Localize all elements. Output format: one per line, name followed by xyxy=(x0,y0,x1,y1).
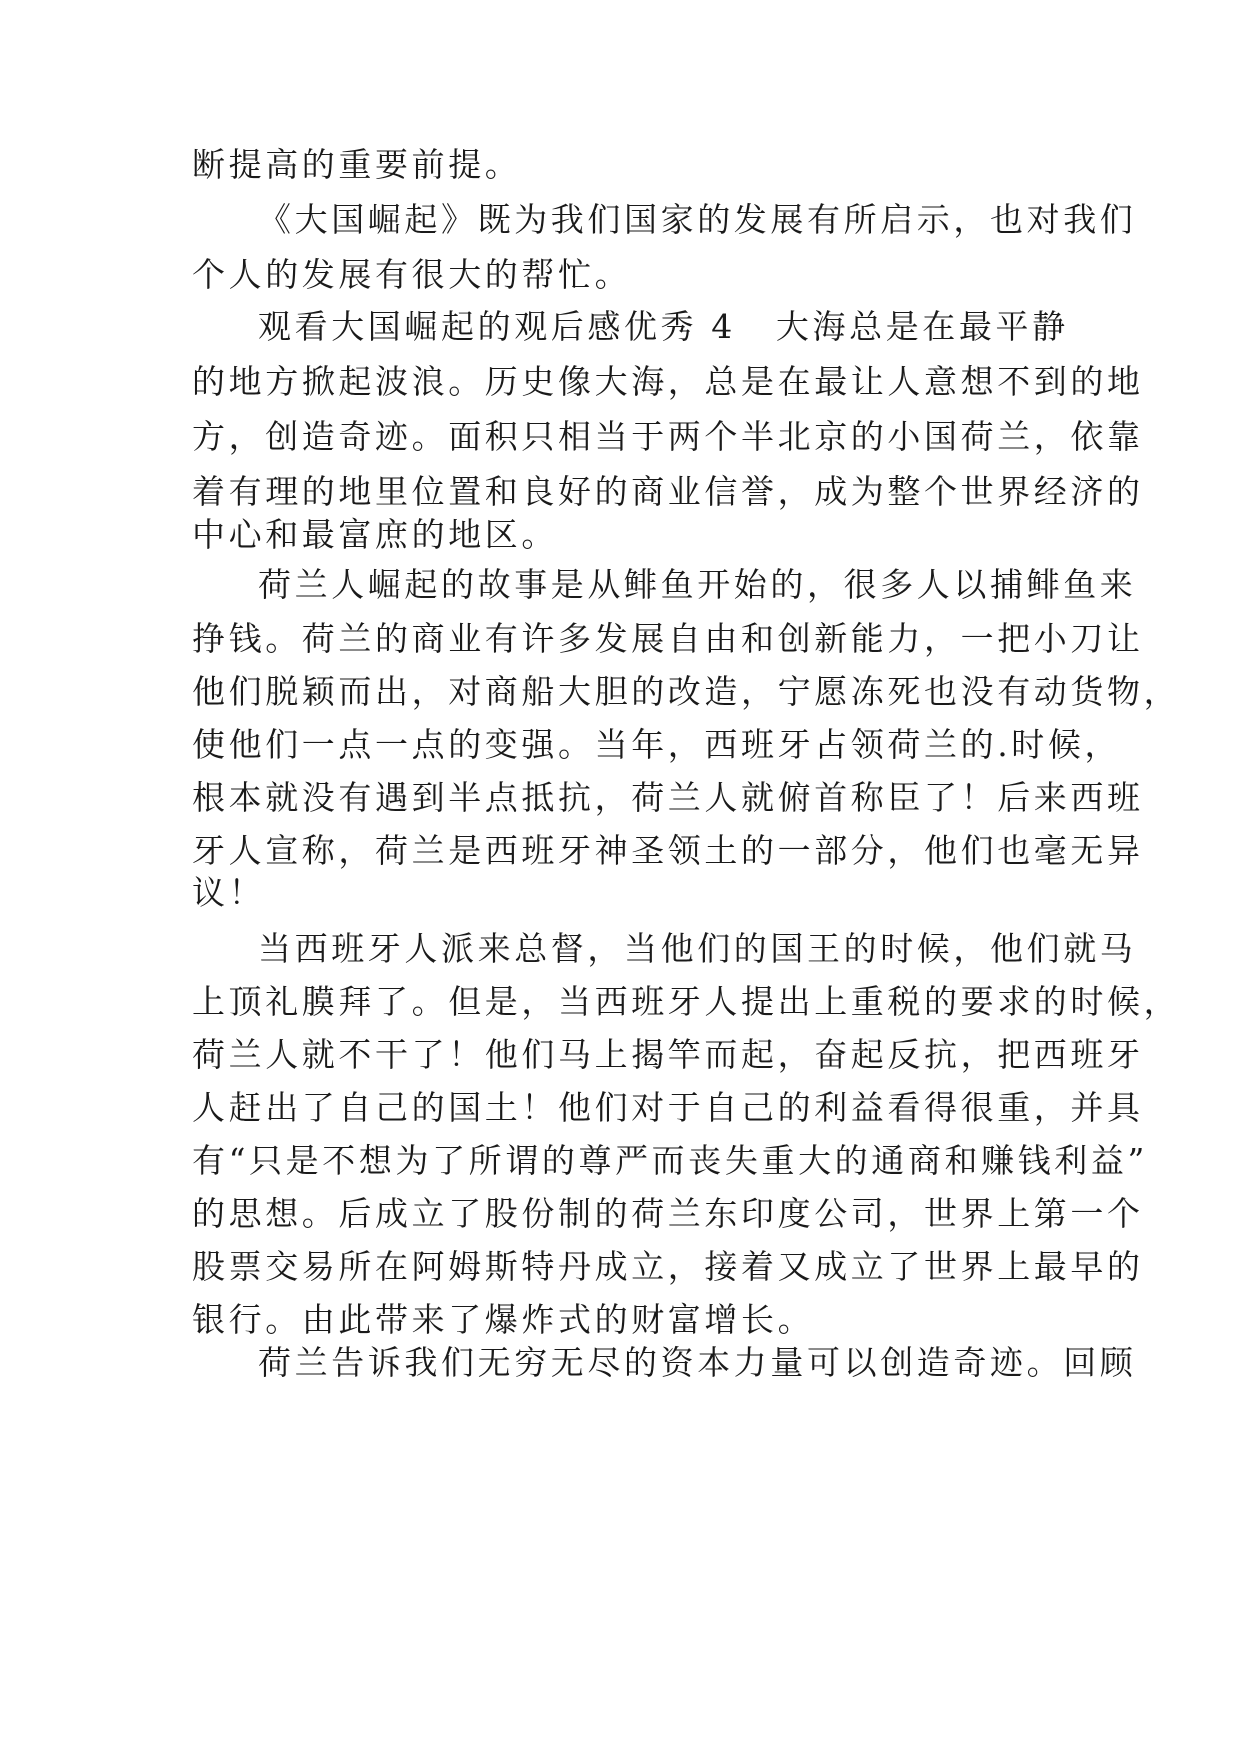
text-line: 银行。由此带来了爆炸式的财富增长。 xyxy=(192,1300,815,1339)
text-line: 当西班牙人派来总督，当他们的国王的时候，他们就马 xyxy=(258,929,1137,968)
text-line: 荷兰人崛起的故事是从鲱鱼开始的，很多人以捕鲱鱼来 xyxy=(258,565,1137,604)
text-line: 挣钱。荷兰的商业有许多发展自由和创新能力，一把小刀让 xyxy=(192,619,1144,658)
text-line: 的地方掀起波浪。历史像大海，总是在最让人意想不到的地 xyxy=(192,362,1144,401)
text-line: 人赶出了自己的国土！他们对于自己的利益看得很重，并具 xyxy=(192,1088,1144,1127)
text-line: 荷兰告诉我们无穷无尽的资本力量可以创造奇迹。回顾 xyxy=(258,1343,1137,1382)
text-line: 个人的发展有很大的帮忙。 xyxy=(192,255,632,294)
text-line: 他们脱颖而出，对商船大胆的改造，宁愿冻死也没有动货物， xyxy=(192,672,1181,711)
text-line: 有“只是不想为了所谓的尊严而丧失重大的通商和赚钱利益” xyxy=(192,1141,1148,1180)
text-line: 断提高的重要前提。 xyxy=(192,145,522,184)
section-heading: 观看大国崛起的观后感优秀 4 xyxy=(258,307,736,346)
text-line: 《大国崛起》既为我们国家的发展有所启示，也对我们 xyxy=(258,200,1137,239)
text-line: 中心和最富庶的地区。 xyxy=(192,515,558,554)
text-line: 方，创造奇迹。面积只相当于两个半北京的小国荷兰，依靠 xyxy=(192,417,1144,456)
text-line: 根本就没有遇到半点抵抗，荷兰人就俯首称臣了！后来西班 xyxy=(192,778,1144,817)
text-line: 使他们一点一点的变强。当年，西班牙占领荷兰的.时候， xyxy=(192,725,1122,764)
text-line: 的思想。后成立了股份制的荷兰东印度公司，世界上第一个 xyxy=(192,1194,1144,1233)
text-line-continuation: 大海总是在最平静 xyxy=(775,307,1069,346)
text-line: 议！ xyxy=(192,873,266,912)
text-line: 上顶礼膜拜了。但是，当西班牙人提出上重税的要求的时候， xyxy=(192,982,1181,1021)
text-line: 着有理的地里位置和良好的商业信誉，成为整个世界经济的 xyxy=(192,472,1144,511)
text-line: 牙人宣称，荷兰是西班牙神圣领土的一部分，他们也毫无异 xyxy=(192,831,1144,870)
text-line: 股票交易所在阿姆斯特丹成立，接着又成立了世界上最早的 xyxy=(192,1247,1144,1286)
text-line: 荷兰人就不干了！他们马上揭竿而起，奋起反抗，把西班牙 xyxy=(192,1035,1144,1074)
